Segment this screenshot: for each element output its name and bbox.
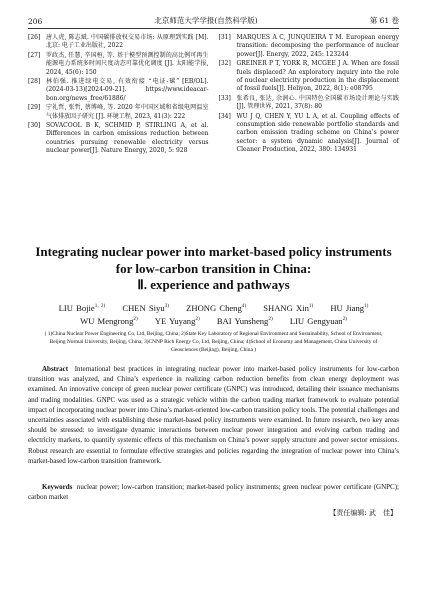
reference-item <box>28 104 209 121</box>
author-list <box>36 302 391 328</box>
reference-item <box>28 78 209 103</box>
page-header <box>28 10 399 29</box>
author-affiliation-mark: 4) <box>241 303 247 310</box>
reference-number: [31] <box>218 34 231 41</box>
editor-note: 【责任编辑: 武 佳】 <box>329 509 397 517</box>
reference-number: [33] <box>218 94 231 102</box>
author-affiliation-mark: 3) <box>164 303 169 310</box>
reference-text: 林伯强. 推进绿电交易, 有效衔接 “电证-碳” [EB/OL]. (2024-03-13)[2024-09-21]. https://www.ideacar-bon.org/news_free/61886/ <box>46 78 209 102</box>
title-line: Ⅱ. experience and pathways <box>137 277 290 292</box>
reference-text: 唐人虎, 陈志斌. 中国碳排放权交易市场: 从原理到实践 [M]. 北京: 电子工业出版社, 2022 <box>46 34 209 50</box>
author-name: WU Mengrong <box>80 316 134 326</box>
author <box>330 303 368 313</box>
author <box>186 303 246 313</box>
reference-number: [26] <box>28 34 41 41</box>
author <box>217 316 273 326</box>
reference-number: [34] <box>218 112 231 120</box>
reference-text: WU J Q, CHEN Y, YU L A, et al. Coupling effects of consumption side renewable portfolio standards and carbon emission trading scheme on China’s power sector: a system dynamic analysis[J]. Journal of Cleaner Production, 2022, 380: 134931 <box>236 112 399 154</box>
author <box>59 303 106 313</box>
author-name: LIU Bojie <box>58 303 95 313</box>
author-affiliation-mark: 2) <box>342 316 347 323</box>
author <box>122 303 169 313</box>
reference-number: [29] <box>28 104 41 112</box>
paper-title <box>30 244 397 294</box>
reference-number: [30] <box>28 122 41 130</box>
reference-item <box>219 34 400 59</box>
author-name: ZHONG Cheng <box>186 303 242 313</box>
references <box>28 34 399 156</box>
reference-text: 张希良, 张达, 余润心. 中国特色全国碳市场设计理论与实践 [J]. 管理世界, 2021, 37(8): 80 <box>236 94 399 111</box>
references-left-column <box>28 34 209 156</box>
author <box>80 316 138 326</box>
title-line: Integrating nuclear power into market-based policy instruments <box>35 244 392 259</box>
reference-text: MARQUES A C, JUNQUEIRA T M. European energy transition: decomposing the performance of nuclear power[J]. Energy, 2022, 245: 123244 <box>236 34 399 58</box>
reference-number: [28] <box>28 78 41 86</box>
reference-item <box>28 34 209 51</box>
author-affiliation-mark: 1, 2) <box>94 303 106 310</box>
reference-number: [32] <box>218 60 231 68</box>
abstract <box>28 364 399 466</box>
reference-number: [27] <box>28 51 41 59</box>
author-name: LIU Gengyuan <box>289 316 343 326</box>
author-name: CHEN Siyu <box>122 303 165 313</box>
reference-text: 宁礼哲, 张哲, 蔡博峰, 等. 2020 年中国区域和省级电网温室气体排放因子研究 [J]. 环境工程, 2023, 41(3): 222 <box>46 104 209 120</box>
reference-text: SOVACOOL B K, SCHMID P, STIRLING A, et al. Differences in carbon emissions reduction between countries pursuing renewable electricity versus nuclear power[J]. Nature Energy, 2020, 5: 928 <box>46 122 209 155</box>
author-affiliation-mark: 2) <box>133 316 138 323</box>
abstract-label: Abstract <box>42 365 69 373</box>
reference-item <box>28 52 209 77</box>
keywords <box>28 482 399 502</box>
author <box>155 316 200 326</box>
keywords-text: nuclear power; low-carbon transition; market-based policy instruments; green nuclear power certificate (GNPC); carbon market <box>28 483 399 502</box>
abstract-text: International best practices in integrating nuclear power into market-based policy instruments for low-carbon transition was analyzed, and China’s experience in realizing carbon reduction benefits from clean energy deployment was examined. An innovative concept of green nuclear power certificate (GNPC) was introduced, detailing their issuance mechanisms and trading modalities. GNPC was used as a strategic vehicle within the carbon trading market framework to evaluate potential impact of incorporating nuclear power into China’s market-oriented low-carbon transition policy tools. The potential challenges and uncertainties associated with establishing these market-based policy instruments were examined. In future research, two key areas should be stressed: to investigate dynamic interactions between nuclear power integration and evolving carbon trading and electricity markets, to quantify systemic effects of this mechanism on China’s power supply structure and power sector emissions. Robust research are essential to formulate effective strategies and policies regarding the integration of nuclear power into China’s market-based low-carbon transition framework. <box>28 365 399 465</box>
author-affiliation-mark: 1) <box>364 303 369 310</box>
reference-text: 罗政杰, 任慧, 辛国桓, 等. 基于模型预测控制的高比例可再生能源电力系统多时间尺度动态可靠优化调度 [J]. 太阳能学报, 2024, 45(6): 150 <box>46 51 209 76</box>
reference-item <box>219 60 400 94</box>
author-affiliation-mark: 2) <box>195 316 200 323</box>
volume-label: 第 61 卷 <box>369 16 399 25</box>
reference-text: GREINER P T, YORK R, MCGEE J A. When are fossil fuels displaced? An exploratory inquiry into the role of nuclear electricity production in the displacement of fossil fuels[J]. Heliyon, 2022, 8(1): e08795 <box>236 60 399 93</box>
references-right-column <box>219 34 400 156</box>
reference-item <box>28 122 209 156</box>
author-name: HU Jiang <box>330 303 365 313</box>
author-name: YE Yuyang <box>154 316 196 326</box>
keywords-label: Keywords <box>42 483 73 491</box>
reference-item <box>219 113 400 155</box>
author-name: SHANG Xin <box>263 303 309 313</box>
reference-item <box>219 95 400 112</box>
author-affiliation-mark: 1) <box>308 303 314 310</box>
journal-name: 北京师范大学学报(自然科学版) <box>154 16 258 25</box>
author <box>290 316 347 326</box>
author-name: BAI Yunsheng <box>216 316 269 326</box>
author-affiliation-mark: 2) <box>268 316 273 323</box>
author <box>263 303 313 313</box>
affiliations: ( 1)China Nuclear Power Engineering Co, Ltd, Beijing, China; 2)State Key Laboratory of Regional Environment and Sustainability, School of Environment, Beijing Normal University, Beijing, China; 3)CNNP Rich Energy Co, Ltd, Beijing, China; 4)School of Economy and Management, China University of Geosciences (Beijing), Beijing, China ) <box>44 331 383 353</box>
title-line: for low-carbon transition in China: <box>115 260 312 276</box>
page-number: 206 <box>28 17 43 26</box>
